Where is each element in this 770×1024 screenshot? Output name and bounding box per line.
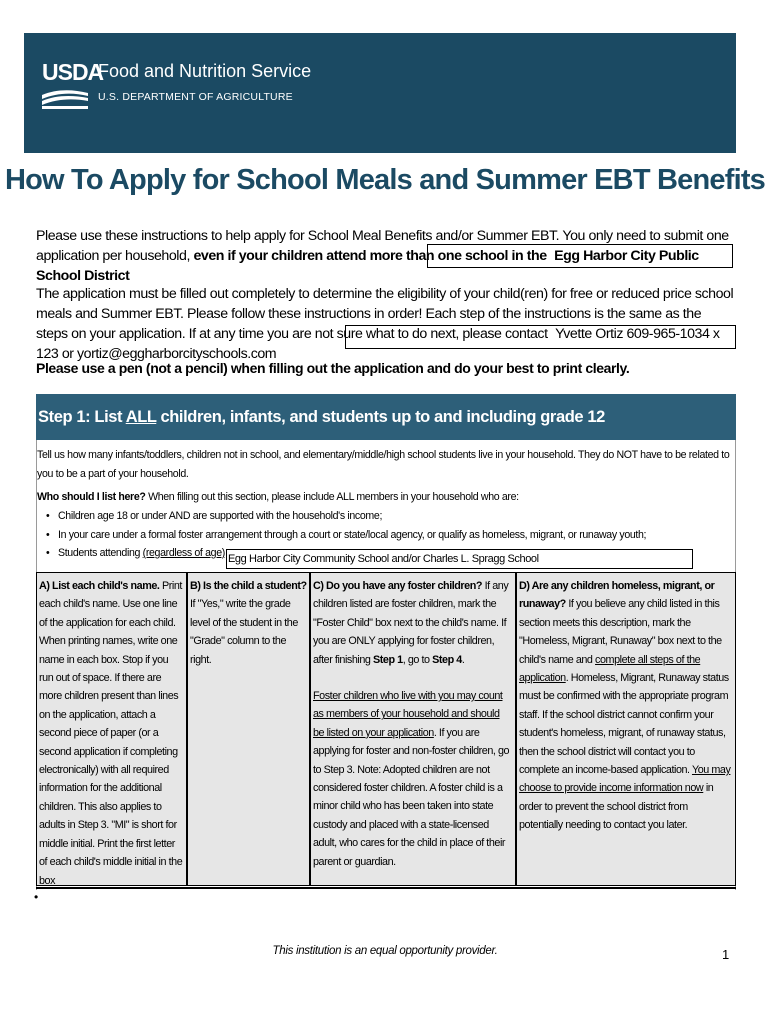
column-d-underline-2: You may choose to provide income information now: [519, 764, 731, 795]
column-b-text: If "Yes," write the grade level of the student in the "Grade" column to the right.: [190, 598, 298, 666]
stray-dot: •: [34, 890, 39, 904]
column-a-text: Print each child's name. Use one line of the application for each child. When printing names, write one name in each box. Stop if you run out of space. If there are more children present than lines on the application, attach a second piece of paper (or a second application if completing electronically) with all required information for the additional children. This also applies to adults in Step 3. "MI" is short for middle initial. Print the first letter of each child's middle initial in the box: [39, 580, 183, 887]
column-a: [36, 572, 188, 886]
column-c-text-2: , go to: [402, 653, 433, 666]
column-d-text-1: If you believe any child listed in this section meets this description, mark the "Homeless, Migrant, Runaway" box next to the child's name and: [519, 598, 722, 666]
column-b: [188, 572, 311, 886]
footer-note: This institution is an equal opportunity provider.: [272, 945, 498, 957]
department-name: U.S. DEPARTMENT OF AGRICULTURE: [98, 91, 293, 103]
step1-header-pre: Step 1: List: [38, 408, 126, 426]
column-a-title: A) List each child's name.: [39, 580, 160, 592]
usda-wordmark: USDA: [42, 59, 104, 85]
intro-paragraph-2: [36, 284, 736, 364]
column-d-text-3: in order to prevent the school district from potentially needing to contact you later.: [519, 782, 714, 832]
usda-field-icon: [42, 87, 88, 109]
step1-intro: Tell us how many infants/toddlers, children not in school, and elementary/middle/high school students live in your household. They do NOT have to be related to you to be a part of your household.: [37, 449, 730, 480]
page-number: 1: [722, 947, 730, 962]
bullet3-underline: (regardless of age): [142, 547, 225, 559]
school-names: Egg Harbor City Community School and/or Charles L. Spragg School: [228, 553, 539, 565]
column-b-title: B) Is the child a student?: [190, 580, 307, 592]
column-c-step1: Step 1: [373, 653, 403, 666]
column-d-title: D) Are any children homeless, migrant, or runaway?: [519, 580, 715, 611]
column-c-step4: Step 4: [432, 653, 462, 666]
bullet3-pre: Students attending: [58, 547, 143, 559]
header-banner: [24, 33, 736, 153]
page-title: How To Apply for School Meals and Summer EBT Benefits: [4, 164, 766, 196]
intro-bold-1: even if your children attend more than one school in the: [193, 248, 547, 264]
contact-info: Yvette Ortiz 609-965-1034 x 123 or yortiz@eggharborcityschools.com: [36, 326, 720, 362]
column-c: [311, 572, 517, 886]
step1-header-all: ALL: [125, 408, 157, 426]
intro-text-1: Please use these instructions to help apply for School Meal Benefits and/or Summer EBT. You only need to submit one application per household,: [36, 228, 729, 264]
step1-header-post: children, infants, and students up to and including grade 12: [156, 408, 605, 426]
column-d: [517, 572, 736, 886]
who-question: Who should I list here?: [37, 491, 146, 503]
who-text: When filling out this section, please include ALL members in your household who are:: [145, 491, 519, 503]
column-c-text-4: . If you are applying for foster and non-foster children, go to Step 3. Note: Adopted children are not considered foster children. A foster child is a minor child who has been taken into state custody and placed with a state-licensed adult, who cares for the child in place of their parent or guardian.: [313, 726, 510, 868]
column-c-text-3: .: [461, 653, 465, 666]
agency-name: Food and Nutrition Service: [98, 61, 312, 81]
list-item: • In your care under a formal foster arrangement through a court or state/local agency, or qualify as homeless, migrant, or runaway youth;: [44, 526, 646, 545]
column-d-text-2: . Homeless, Migrant, Runaway status must be confirmed with the appropriate program staff. If the school district cannot confirm your student's homeless, migrant, of runaway status, then the school district will contact you to complete an income-based application.: [519, 672, 729, 777]
list-item: • Children age 18 or under AND are supported with the household's income;: [44, 507, 646, 526]
column-d-underline-1: complete all steps of the application: [519, 653, 701, 685]
column-c-underline: Foster children who live with you may count as members of your household and should be listed on your application: [313, 690, 503, 739]
pen-note: Please use a pen (not a pencil) when filling out the application and do your best to print clearly.: [36, 360, 630, 376]
intro-text-2: The application must be filled out completely to determine the eligibility of your child(ren) for free or reduced price school meals and Summer EBT. Please follow these instructions in order! Each step of the instructions is the same as the steps on your application. If at any time you are not sure what to do next, please contact: [36, 286, 734, 342]
district-field-box: [427, 244, 733, 268]
step1-header: [36, 394, 736, 440]
step1-who: [37, 488, 733, 507]
column-c-text-1: If any children listed are foster children, mark the "Foster Child" box next to the child's name. If you are ONLY applying for foster children, after finishing: [313, 580, 509, 666]
contact-field-box: [345, 325, 736, 349]
section-bottom-rule: [36, 887, 736, 889]
column-c-title: C) Do you have any foster children?: [313, 580, 483, 592]
district-name: Egg Harbor City Public School District: [36, 248, 699, 284]
